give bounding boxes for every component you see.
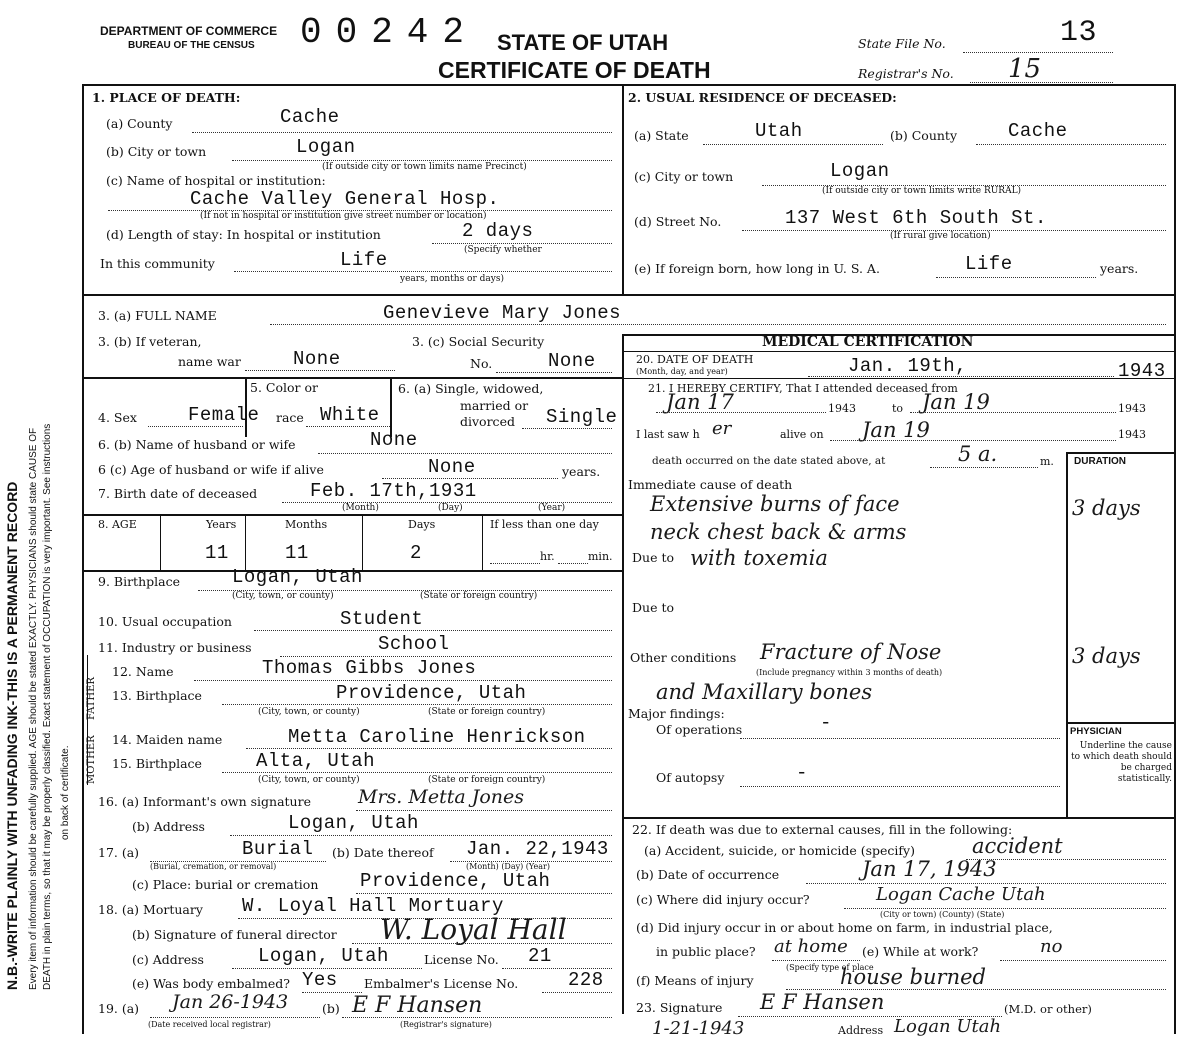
burial-label: 17. (a) [98, 845, 140, 860]
birth-year-note: (Year) [538, 503, 566, 513]
war-value: None [293, 348, 341, 370]
signature-date: 1-21-1943 [652, 1018, 745, 1039]
alive-on-year: 1943 [1118, 428, 1146, 441]
age-months-value: 11 [285, 542, 309, 564]
race-value: White [320, 404, 380, 426]
signature-address-value: Logan Utah [894, 1016, 1002, 1037]
spouse-age-value: None [428, 456, 476, 478]
where-note: (City or town) (County) (State) [880, 910, 1005, 919]
registrar-sig-label: (b) [322, 1001, 340, 1016]
duration-label: DURATION [1074, 456, 1127, 467]
department-label: DEPARTMENT OF COMMERCE [100, 24, 278, 38]
sex-label: 4. Sex [98, 410, 137, 425]
marital-label-2: married or [460, 398, 529, 413]
certify-label: 21. I HEREBY CERTIFY, That I attended deceased from [648, 382, 958, 395]
res-street-label: (d) Street No. [634, 214, 722, 229]
birthplace-note-state: (State or foreign country) [420, 591, 538, 601]
due-to-1-label: Due to [632, 550, 674, 565]
occurrence-label: (b) Date of occurrence [636, 867, 780, 882]
side-notice-instructions-2: DEATH in plain terms, so that it may be properly classified. Exact statement of OCCUPATION is very important. See instructions [42, 423, 53, 990]
means-value: house burned [840, 965, 986, 989]
physician-note: Underline the cause to which death should be charged statistically. [1071, 741, 1172, 784]
dod-year: 1943 [1118, 360, 1166, 382]
accident-value: accident [972, 834, 1063, 858]
home-value: at home [774, 936, 848, 957]
foreign-label: (e) If foreign born, how long in U. S. A. [634, 261, 880, 276]
informant-addr-label: (b) Address [132, 819, 205, 834]
signature-label: 23. Signature [636, 1000, 723, 1015]
foreign-value: Life [965, 253, 1013, 275]
spouse-value: None [370, 429, 418, 451]
home-label-2: in public place? [656, 944, 756, 959]
spouse-age-unit: years. [562, 464, 601, 479]
spouse-label: 6. (b) Name of husband or wife [98, 437, 296, 452]
autopsy-label: Of autopsy [656, 770, 725, 785]
marital-label-3: divorced [460, 414, 515, 429]
immediate-cause-label: Immediate cause of death [628, 477, 793, 492]
burial-value: Burial [242, 838, 314, 860]
age-days-label: Days [408, 518, 436, 531]
res-state-label: (a) State [634, 128, 689, 143]
alive-on-label: alive on [780, 428, 824, 441]
due-to-2-label: Due to [632, 600, 674, 615]
duration-1: 3 days [1072, 496, 1141, 520]
director-address-value: Logan, Utah [258, 945, 389, 967]
age-years-label: Years [206, 518, 237, 531]
color-label: 5. Color or [250, 380, 318, 395]
other-conditions-2: and Maxillary bones [656, 680, 873, 704]
hospital-value: Cache Valley General Hosp. [190, 188, 500, 210]
stay-value: 2 days [462, 220, 534, 242]
burial-date-value: Jan. 22,1943 [466, 838, 609, 860]
res-city-label: (c) City or town [634, 169, 734, 184]
where-label: (c) Where did injury occur? [636, 892, 810, 907]
death-city-label: (b) City or town [106, 144, 207, 159]
due-to-1-value: with toxemia [690, 546, 828, 570]
mother-side-label: MOTHER [86, 735, 97, 784]
physician-label: PHYSICIAN [1070, 726, 1122, 737]
attended-to-year: 1943 [1118, 402, 1146, 415]
last-saw-label: I last saw h [636, 428, 700, 441]
father-name-value: Thomas Gibbs Jones [262, 657, 477, 679]
attended-to: Jan 19 [922, 390, 990, 414]
hospital-label: (c) Name of hospital or institution: [106, 173, 326, 188]
ss-label: 3. (c) Social Security [412, 334, 545, 349]
death-city-note: (If outside city or town limits name Precinct) [322, 162, 527, 172]
min-label: min. [588, 550, 613, 563]
ss-no-label: No. [470, 356, 493, 371]
dod-label: 20. DATE OF DEATH [636, 353, 754, 366]
external-causes-label: 22. If death was due to external causes, fill in the following: [632, 822, 1013, 837]
side-notice-instructions-1: Every item of information should be carefully supplied. AGE should be stated EXACTLY. PHYSICIANS should state CAUSE OF [28, 427, 39, 990]
emb-license-value: 228 [568, 969, 604, 991]
received-value: Jan 26-1943 [172, 991, 289, 1013]
other-conditions-label: Other conditions [630, 650, 737, 665]
autopsy-value: - [796, 762, 808, 784]
age-months-label: Months [285, 518, 328, 531]
work-label: (e) While at work? [862, 944, 979, 959]
spouse-age-label: 6 (c) Age of husband or wife if alive [98, 462, 324, 477]
director-sig-value: W. Loyal Hall [380, 913, 567, 946]
birth-date-value: Feb. 17th,1931 [310, 480, 477, 502]
side-notice-main: N.B.-WRITE PLAINLY WITH UNFADING INK-THIS IS A PERMANENT RECORD [4, 481, 20, 990]
place-of-death-heading: 1. PLACE OF DEATH: [92, 90, 241, 105]
burial-place-value: Providence, Utah [360, 870, 551, 892]
age-days-value: 2 [410, 542, 422, 564]
occurrence-value: Jan 17, 1943 [862, 857, 997, 881]
stay-note: (Specify whether [464, 245, 542, 255]
res-state-value: Utah [755, 120, 803, 142]
md-label: (M.D. or other) [1004, 1002, 1092, 1016]
mother-birthplace-value: Alta, Utah [256, 750, 376, 772]
foreign-unit: years. [1100, 261, 1139, 276]
informant-addr-value: Logan, Utah [288, 812, 419, 834]
other-conditions-note: (Include pregnancy within 3 months of death) [756, 668, 943, 677]
informant-sig-label: 16. (a) Informant's own signature [98, 794, 311, 809]
work-value: no [1040, 936, 1063, 957]
where-value: Logan Cache Utah [876, 884, 1046, 905]
age-label: 8. AGE [98, 518, 137, 531]
director-sig-label: (b) Signature of funeral director [132, 927, 337, 942]
director-address-label: (c) Address [132, 952, 204, 967]
full-name-value: Genevieve Mary Jones [383, 302, 622, 324]
burial-date-label: (b) Date thereof [332, 845, 434, 860]
community-note: years, months or days) [400, 274, 504, 284]
residence-heading: 2. USUAL RESIDENCE OF DECEASED: [628, 90, 897, 105]
mother-birthplace-label: 15. Birthplace [112, 756, 202, 771]
burial-note: (Burial, cremation, or removal) [150, 862, 277, 871]
mother-note-state: (State or foreign country) [428, 775, 546, 785]
alive-on-value: Jan 19 [862, 418, 930, 442]
birth-day-note: (Day) [438, 503, 463, 513]
occupation-label: 10. Usual occupation [98, 614, 232, 629]
received-label: 19. (a) [98, 1001, 140, 1016]
operations-label: Of operations [656, 722, 743, 737]
death-city-value: Logan [296, 136, 356, 158]
signature-address-label: Address [838, 1024, 884, 1037]
dod-note: (Month, day, and year) [636, 367, 728, 376]
industry-label: 11. Industry or business [98, 640, 252, 655]
ss-value: None [548, 350, 596, 372]
m-label: m. [1040, 455, 1054, 468]
veteran-label: 3. (b) If veteran, [98, 334, 202, 349]
res-city-value: Logan [830, 160, 890, 182]
registrar-sig-note: (Registrar's signature) [400, 1020, 492, 1029]
marital-value: Single [546, 406, 618, 428]
medical-heading: MEDICAL CERTIFICATION [762, 334, 974, 350]
stay-label: (d) Length of stay: In hospital or institution [106, 227, 381, 242]
side-notice-instructions-3: on back of certificate. [60, 745, 71, 840]
burial-date-note: (Month) (Day) (Year) [466, 862, 550, 871]
res-county-value: Cache [1008, 120, 1068, 142]
occurred-label: death occurred on the date stated above, at [652, 455, 886, 467]
informant-sig-value: Mrs. Metta Jones [358, 786, 524, 808]
bureau-label: BUREAU OF THE CENSUS [128, 40, 255, 51]
embalmed-label: (e) Was body embalmed? [132, 976, 290, 991]
industry-value: School [378, 633, 450, 655]
birthplace-value: Logan, Utah [232, 566, 363, 588]
birth-month-note: (Month) [342, 503, 379, 513]
community-label: In this community [100, 256, 215, 271]
last-saw-pronoun: er [712, 418, 732, 439]
mortuary-label: 18. (a) Mortuary [98, 902, 203, 917]
father-note-city: (City, town, or county) [258, 707, 360, 717]
received-note: (Date received local registrar) [148, 1020, 271, 1029]
father-note-state: (State or foreign country) [428, 707, 546, 717]
death-county-value: Cache [280, 106, 340, 128]
age-less-day-label: If less than one day [490, 518, 599, 531]
means-label: (f) Means of injury [636, 973, 754, 988]
registrar-sig-value: E F Hansen [352, 993, 483, 1018]
home-label-1: (d) Did injury occur in or about home on farm, in industrial place, [636, 920, 1053, 935]
sex-value: Female [188, 404, 260, 426]
hospital-note: (If not in hospital or institution give street number or location) [200, 211, 487, 221]
attended-from-year: 1943 [828, 402, 856, 415]
res-street-note: (If rural give location) [890, 231, 991, 241]
res-county-label: (b) County [890, 128, 958, 143]
state-title: STATE OF UTAH [497, 30, 669, 55]
occurred-time: 5 a. [958, 442, 998, 466]
accident-label: (a) Accident, suicide, or homicide (specify) [644, 843, 915, 858]
license-label: License No. [424, 952, 499, 967]
specify-note: (Specify type of place [786, 963, 874, 972]
father-name-label: 12. Name [112, 664, 174, 679]
license-value: 21 [528, 945, 552, 967]
birthplace-label: 9. Birthplace [98, 574, 180, 589]
mother-name-label: 14. Maiden name [112, 732, 223, 747]
birth-date-label: 7. Birth date of deceased [98, 486, 258, 501]
state-file-label: State File No. [858, 36, 946, 51]
certificate-title: CERTIFICATE OF DEATH [438, 57, 711, 83]
mother-name-value: Metta Caroline Henrickson [288, 726, 586, 748]
death-county-label: (a) County [106, 116, 173, 131]
res-street-value: 137 West 6th South St. [785, 207, 1047, 229]
attended-to-label: to [892, 402, 904, 415]
cause-line-2: neck chest back & arms [650, 520, 907, 544]
attended-from: Jan 17 [666, 390, 734, 414]
operations-value: - [820, 712, 832, 734]
burial-place-label: (c) Place: burial or cremation [132, 877, 319, 892]
registrar-value: 15 [1008, 54, 1042, 84]
father-side-label: FATHER [86, 677, 97, 720]
emb-license-label: Embalmer's License No. [364, 976, 519, 991]
res-city-note: (If outside city or town limits write RURAL) [822, 186, 1022, 196]
father-birthplace-label: 13. Birthplace [112, 688, 202, 703]
state-file-value: 13 [1060, 16, 1098, 50]
cause-line-1: Extensive burns of face [650, 492, 900, 516]
major-findings-label: Major findings: [628, 706, 725, 721]
full-name-label: 3. (a) FULL NAME [98, 308, 217, 323]
registrar-label: Registrar's No. [858, 66, 954, 81]
race-label: race [276, 410, 304, 425]
mortuary-value: W. Loyal Hall Mortuary [242, 895, 504, 917]
other-conditions-1: Fracture of Nose [760, 640, 942, 664]
community-value: Life [340, 249, 388, 271]
dod-value: Jan. 19th, [848, 355, 968, 377]
embalmed-value: Yes [302, 969, 338, 991]
birthplace-note-city: (City, town, or county) [232, 591, 334, 601]
marital-label-1: 6. (a) Single, widowed, [398, 381, 544, 396]
hr-label: hr. [540, 550, 555, 563]
signature-value: E F Hansen [760, 990, 885, 1014]
duration-2: 3 days [1072, 644, 1141, 668]
father-birthplace-value: Providence, Utah [336, 682, 527, 704]
war-label: name war [178, 354, 241, 369]
occupation-value: Student [340, 608, 424, 630]
age-years-value: 11 [205, 542, 229, 564]
mother-note-city: (City, town, or county) [258, 775, 360, 785]
serial-number: 00242 [300, 12, 479, 53]
